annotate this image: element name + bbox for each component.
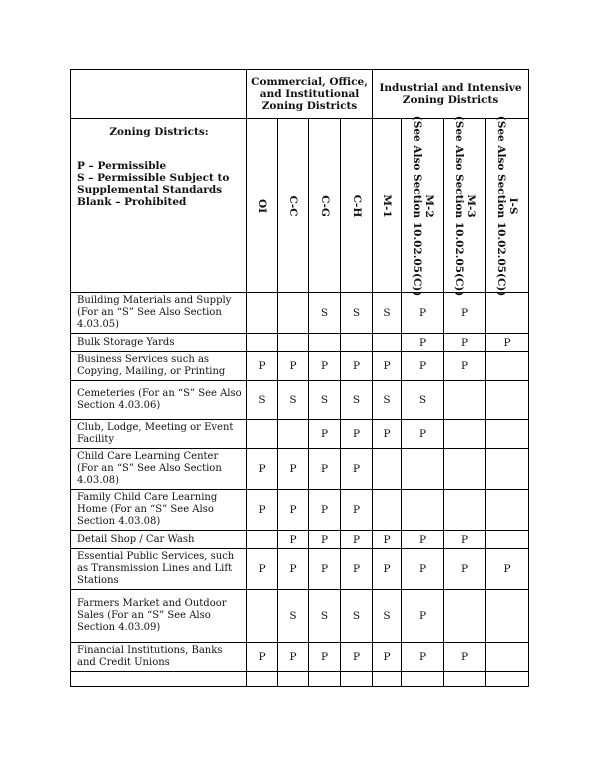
table-row [71, 352, 529, 381]
permission-cell: S [309, 293, 341, 334]
table-row [71, 334, 529, 352]
permission-cell: S [402, 381, 444, 420]
permission-cell: P [309, 531, 341, 549]
permission-cell: P [402, 420, 444, 449]
column-header-c-h [341, 119, 373, 293]
permission-cell: P [341, 549, 373, 590]
permission-cell: P [444, 293, 486, 334]
permission-cell: P [444, 549, 486, 590]
permission-cell [247, 293, 278, 334]
permission-cell: P [341, 490, 373, 531]
permission-cell: P [309, 549, 341, 590]
permission-cell: P [247, 549, 278, 590]
permission-cell: S [247, 381, 278, 420]
permission-cell [444, 449, 486, 490]
permission-cell [278, 672, 309, 687]
permission-cell: P [247, 643, 278, 672]
legend-cell [71, 119, 247, 293]
column-header-text [287, 195, 299, 216]
permission-cell: P [341, 643, 373, 672]
legend-title: Zoning Districts: [109, 126, 209, 138]
permission-cell: P [309, 449, 341, 490]
permission-cell [278, 420, 309, 449]
permission-cell: P [341, 420, 373, 449]
column-code: M-2 [422, 193, 435, 218]
permission-cell: P [309, 643, 341, 672]
permission-cell [486, 293, 529, 334]
permission-cell: S [341, 381, 373, 420]
permission-cell: P [402, 334, 444, 352]
use-name-cell: Cemeteries (For an “S” See Also Section 4.03.06) [71, 381, 247, 420]
column-code: OI [256, 198, 268, 213]
permission-cell: P [373, 643, 402, 672]
permission-cell: S [309, 590, 341, 643]
permission-cell: P [309, 420, 341, 449]
column-header-row [71, 119, 529, 293]
permission-cell: P [278, 490, 309, 531]
permission-cell [444, 590, 486, 643]
permission-cell [247, 334, 278, 352]
permission-cell [402, 672, 444, 687]
table-row [71, 672, 529, 687]
permission-cell [444, 490, 486, 531]
column-header-m-3 [444, 115, 486, 296]
permission-cell: P [309, 490, 341, 531]
permission-cell: P [444, 531, 486, 549]
column-header-oi [247, 119, 278, 293]
permission-cell: P [278, 352, 309, 381]
permission-cell [486, 531, 529, 549]
permission-cell [278, 334, 309, 352]
permission-cell: S [341, 590, 373, 643]
legend-line: P – Permissible [77, 160, 167, 172]
group-commercial-header: Commercial, Office, and Institutional Zoning Districts [247, 70, 373, 119]
permission-cell [373, 490, 402, 531]
table-row [71, 643, 529, 672]
permission-cell: P [373, 531, 402, 549]
column-header-i-s [486, 115, 529, 296]
permission-cell: P [402, 549, 444, 590]
permission-cell [486, 420, 529, 449]
permission-cell [309, 672, 341, 687]
empty-corner-cell [71, 70, 247, 119]
column-header-text [351, 194, 363, 217]
column-note: (See Also Section 10.02.05(C)) [452, 115, 465, 296]
column-header-text [381, 194, 393, 217]
permission-cell [486, 449, 529, 490]
permission-cell [373, 334, 402, 352]
column-code: C-G [318, 194, 331, 217]
permission-cell: P [278, 549, 309, 590]
table-row [71, 381, 529, 420]
column-header-text [411, 115, 435, 295]
table-row [71, 549, 529, 590]
permission-cell [341, 672, 373, 687]
permission-cell [247, 531, 278, 549]
permission-cell [309, 334, 341, 352]
legend-lines [77, 160, 241, 208]
permission-cell: P [402, 352, 444, 381]
permission-cell: P [444, 334, 486, 352]
permission-cell: P [247, 490, 278, 531]
use-name-cell: Detail Shop / Car Wash [71, 531, 247, 549]
permission-cell: S [278, 381, 309, 420]
permission-cell: P [402, 643, 444, 672]
permission-cell: S [309, 381, 341, 420]
table-row [71, 531, 529, 549]
column-header-c-c [278, 119, 309, 293]
permission-cell [486, 643, 529, 672]
permission-cell: P [373, 549, 402, 590]
permission-cell: P [402, 590, 444, 643]
column-code: C-H [350, 194, 363, 217]
zoning-table [70, 69, 529, 687]
permission-cell: S [373, 381, 402, 420]
use-name-cell: Club, Lodge, Meeting or Event Facility [71, 420, 247, 449]
column-code: I-S [507, 197, 520, 214]
permission-cell [444, 420, 486, 449]
permission-cell: P [444, 643, 486, 672]
permission-cell [247, 420, 278, 449]
column-header-text [256, 198, 268, 212]
table-row [71, 420, 529, 449]
permission-cell: S [278, 590, 309, 643]
legend-line: S – Permissible Subject to [77, 172, 230, 184]
column-header-m-1 [373, 119, 402, 293]
permission-cell: P [309, 352, 341, 381]
permission-cell: P [444, 352, 486, 381]
permission-cell: S [373, 293, 402, 334]
permission-cell [247, 672, 278, 687]
permission-cell [486, 490, 529, 531]
use-name-cell: Farmers Market and Outdoor Sales (For an “S” See Also Section 4.03.09) [71, 590, 247, 643]
permission-cell [278, 293, 309, 334]
column-header-c-g [309, 119, 341, 293]
column-note: (See Also Section 10.02.05(C)) [495, 115, 508, 296]
column-code: C-C [287, 194, 299, 217]
use-name-cell: Child Care Learning Center (For an “S” See Also Section 4.03.08) [71, 449, 247, 490]
column-header-m-2 [402, 115, 444, 296]
column-header-text [495, 115, 519, 295]
permission-cell: P [402, 531, 444, 549]
permission-cell: S [341, 293, 373, 334]
column-code: M-1 [381, 193, 394, 218]
permission-cell [486, 381, 529, 420]
group-industrial-header: Industrial and Intensive Zoning Districts [373, 70, 529, 119]
column-header-text [453, 115, 477, 295]
permission-cell [444, 672, 486, 687]
permission-cell: P [486, 334, 529, 352]
permission-cell: P [341, 449, 373, 490]
permission-cell [402, 449, 444, 490]
table-row [71, 293, 529, 334]
permission-cell: S [373, 590, 402, 643]
column-header-text [319, 195, 331, 217]
permission-cell: P [341, 531, 373, 549]
use-name-cell: Bulk Storage Yards [71, 334, 247, 352]
use-name-cell: Essential Public Services, such as Transmission Lines and Lift Stations [71, 549, 247, 590]
permission-cell: P [247, 449, 278, 490]
permission-cell: P [247, 352, 278, 381]
table-row [71, 490, 529, 531]
use-name-cell: Business Services such as Copying, Mailing, or Printing [71, 352, 247, 381]
group-header-row [71, 70, 529, 119]
permission-cell [486, 352, 529, 381]
table-row [71, 449, 529, 490]
use-name-cell: Financial Institutions, Banks and Credit Unions [71, 643, 247, 672]
permission-cell [373, 672, 402, 687]
permission-cell: P [373, 352, 402, 381]
use-name-cell [71, 672, 247, 687]
permission-cell [341, 334, 373, 352]
permission-cell: P [341, 352, 373, 381]
legend-line: Supplemental Standards [77, 184, 223, 196]
permission-cell: P [278, 449, 309, 490]
permission-cell: P [402, 293, 444, 334]
permission-cell [373, 449, 402, 490]
table-row [71, 590, 529, 643]
permission-cell [402, 490, 444, 531]
permission-cell [444, 381, 486, 420]
permission-cell [247, 590, 278, 643]
use-name-cell: Family Child Care Learning Home (For an “S” See Also Section 4.03.08) [71, 490, 247, 531]
permission-cell: P [373, 420, 402, 449]
permission-cell: P [486, 549, 529, 590]
permission-cell [486, 672, 529, 687]
column-note: (See Also Section 10.02.05(C)) [410, 115, 423, 296]
column-code: M-3 [464, 193, 477, 218]
legend-line: Blank – Prohibited [77, 196, 187, 208]
permission-cell: P [278, 531, 309, 549]
permission-cell: P [278, 643, 309, 672]
permission-cell [486, 590, 529, 643]
use-name-cell: Building Materials and Supply (For an “S” See Also Section 4.03.05) [71, 293, 247, 334]
